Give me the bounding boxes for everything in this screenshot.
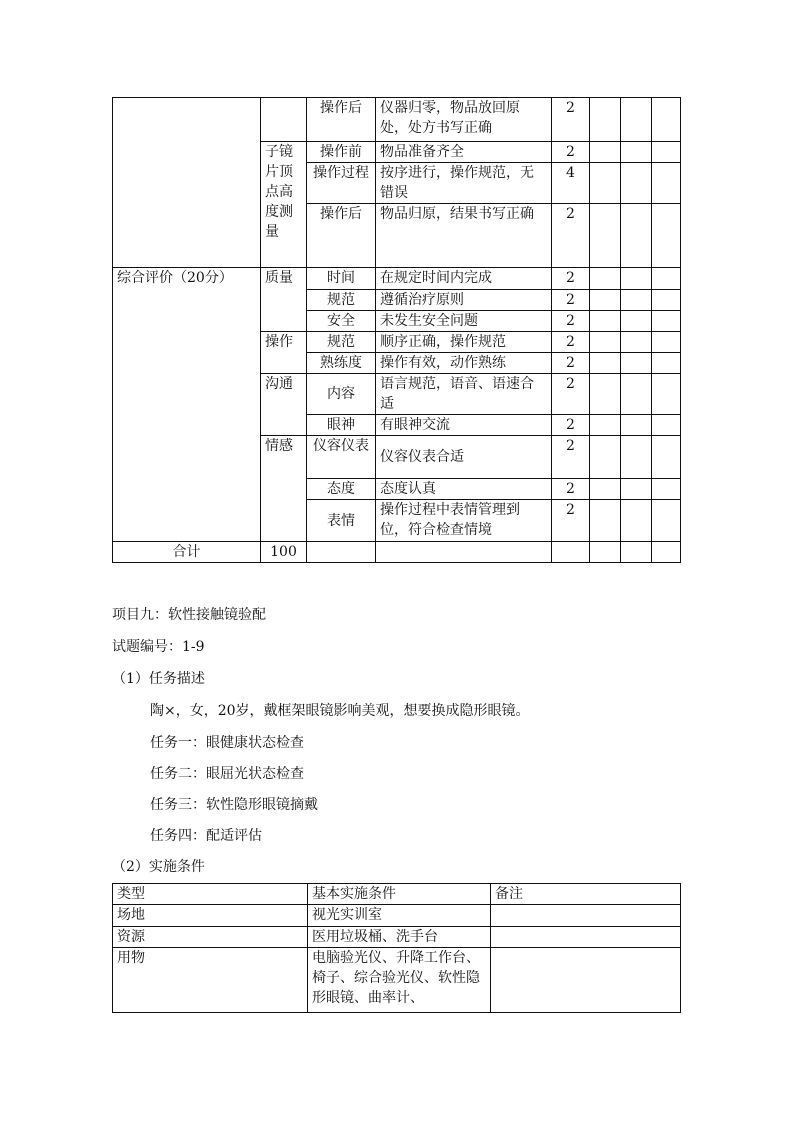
empty-cell — [590, 142, 621, 163]
empty-cell — [621, 436, 652, 479]
step-cell: 操作前 — [307, 142, 376, 163]
step-cell: 规范 — [307, 332, 376, 353]
category-cell — [113, 98, 261, 268]
empty-cell — [552, 542, 590, 563]
score-cell: 2 — [552, 415, 590, 436]
type-cell: 场地 — [113, 905, 308, 927]
criteria-cell: 物品准备齐全 — [376, 142, 552, 163]
step-cell: 操作过程 — [307, 163, 376, 204]
score-cell: 2 — [552, 374, 590, 415]
step-cell: 表情 — [307, 500, 376, 542]
criteria-cell: 仪容仪表合适 — [376, 436, 552, 479]
note-cell — [491, 927, 681, 948]
score-cell: 2 — [552, 332, 590, 353]
empty-cell — [621, 98, 652, 142]
empty-cell — [652, 542, 681, 563]
table-row — [113, 98, 681, 142]
task-item: 任务二：眼屈光状态检查 — [150, 766, 304, 782]
criteria-cell: 操作有效，动作熟练 — [376, 353, 552, 374]
empty-cell — [590, 479, 621, 500]
empty-cell — [652, 163, 681, 204]
score-cell: 2 — [552, 142, 590, 163]
empty-cell — [590, 332, 621, 353]
score-cell: 2 — [552, 268, 590, 290]
subcategory-cell — [261, 98, 307, 142]
empty-cell — [621, 268, 652, 290]
note-cell — [491, 948, 681, 1013]
empty-cell — [621, 542, 652, 563]
empty-cell — [621, 479, 652, 500]
step-cell: 熟练度 — [307, 353, 376, 374]
empty-cell — [621, 415, 652, 436]
header-cell: 基本实施条件 — [308, 884, 491, 905]
conditions-table — [112, 883, 681, 1013]
header-cell: 备注 — [491, 884, 681, 905]
empty-cell — [590, 542, 621, 563]
empty-cell — [621, 163, 652, 204]
task-item: 任务三：软性隐形眼镜摘戴 — [150, 797, 318, 813]
step-cell: 操作后 — [307, 98, 376, 142]
table-row — [113, 948, 681, 1013]
score-cell: 2 — [552, 290, 590, 311]
empty-cell — [621, 353, 652, 374]
criteria-cell: 有眼神交流 — [376, 415, 552, 436]
total-row — [113, 542, 681, 563]
empty-cell — [590, 204, 621, 268]
step-cell: 安全 — [307, 311, 376, 332]
category-cell: 综合评价（20分） — [113, 268, 261, 542]
criteria-cell: 仪器归零，物品放回原处，处方书写正确 — [376, 98, 552, 142]
score-cell: 4 — [552, 163, 590, 204]
empty-cell — [652, 332, 681, 353]
total-label: 合计 — [113, 542, 261, 563]
header-row — [113, 884, 681, 905]
conditions-heading: （2）实施条件 — [112, 859, 205, 875]
subcategory-cell: 沟通 — [261, 374, 307, 436]
score-cell: 2 — [552, 436, 590, 479]
empty-cell — [590, 311, 621, 332]
project-title: 项目九：软性接触镜验配 — [112, 607, 266, 623]
empty-cell — [652, 500, 681, 542]
empty-cell — [652, 311, 681, 332]
step-cell: 操作后 — [307, 204, 376, 268]
header-cell: 类型 — [113, 884, 308, 905]
empty-cell — [590, 415, 621, 436]
type-cell: 资源 — [113, 927, 308, 948]
empty-cell — [652, 268, 681, 290]
empty-cell — [652, 374, 681, 415]
step-cell: 内容 — [307, 374, 376, 415]
empty-cell — [652, 98, 681, 142]
scoring-table — [112, 97, 681, 563]
empty-cell — [590, 163, 621, 204]
score-cell: 2 — [552, 98, 590, 142]
criteria-cell: 未发生安全问题 — [376, 311, 552, 332]
score-cell: 2 — [552, 204, 590, 268]
score-cell: 2 — [552, 479, 590, 500]
criteria-cell: 在规定时间内完成 — [376, 268, 552, 290]
table-row — [113, 268, 681, 290]
empty-cell — [590, 290, 621, 311]
subcategory-cell: 子镜片顶点高度测量 — [261, 142, 307, 268]
criteria-cell: 语言规范，语音、语速合适 — [376, 374, 552, 415]
empty-cell — [652, 479, 681, 500]
condition-cell: 电脑验光仪、升降工作台、椅子、综合验光仪、软性隐形眼镜、曲率计、 — [308, 948, 491, 1013]
empty-cell — [621, 332, 652, 353]
empty-cell — [621, 500, 652, 542]
empty-cell — [376, 542, 552, 563]
task-item: 任务四：配适评估 — [150, 828, 262, 844]
empty-cell — [590, 268, 621, 290]
subcategory-cell: 情感 — [261, 436, 307, 542]
step-cell: 眼神 — [307, 415, 376, 436]
criteria-cell: 物品归原，结果书写正确 — [376, 204, 552, 268]
question-number: 试题编号：1-9 — [112, 639, 205, 655]
table-row — [113, 927, 681, 948]
criteria-cell: 顺序正确，操作规范 — [376, 332, 552, 353]
criteria-cell: 遵循治疗原则 — [376, 290, 552, 311]
step-cell: 仪容仪表 — [307, 436, 376, 479]
empty-cell — [307, 542, 376, 563]
criteria-cell: 态度认真 — [376, 479, 552, 500]
empty-cell — [652, 142, 681, 163]
step-cell: 规范 — [307, 290, 376, 311]
empty-cell — [621, 142, 652, 163]
condition-cell: 医用垃圾桶、洗手台 — [308, 927, 491, 948]
table-row — [113, 905, 681, 927]
criteria-cell: 操作过程中表情管理到位，符合检查情境 — [376, 500, 552, 542]
score-cell: 2 — [552, 353, 590, 374]
empty-cell — [590, 98, 621, 142]
task-item: 任务一：眼健康状态检查 — [150, 735, 304, 751]
empty-cell — [652, 353, 681, 374]
subcategory-cell: 质量 — [261, 268, 307, 332]
empty-cell — [590, 353, 621, 374]
step-cell: 态度 — [307, 479, 376, 500]
total-value: 100 — [261, 542, 307, 563]
empty-cell — [621, 374, 652, 415]
empty-cell — [621, 311, 652, 332]
score-cell: 2 — [552, 311, 590, 332]
empty-cell — [652, 290, 681, 311]
empty-cell — [621, 204, 652, 268]
empty-cell — [621, 290, 652, 311]
empty-cell — [652, 204, 681, 268]
empty-cell — [590, 500, 621, 542]
note-cell — [491, 905, 681, 927]
empty-cell — [652, 415, 681, 436]
type-cell: 用物 — [113, 948, 308, 1013]
empty-cell — [652, 436, 681, 479]
score-cell: 2 — [552, 500, 590, 542]
task-heading: （1）任务描述 — [112, 671, 205, 687]
subcategory-cell: 操作 — [261, 332, 307, 374]
task-description: 陶×，女，20岁，戴框架眼镜影响美观，想要换成隐形眼镜。 — [150, 703, 530, 719]
condition-cell: 视光实训室 — [308, 905, 491, 927]
step-cell: 时间 — [307, 268, 376, 290]
empty-cell — [590, 436, 621, 479]
criteria-cell: 按序进行，操作规范，无错误 — [376, 163, 552, 204]
empty-cell — [590, 374, 621, 415]
